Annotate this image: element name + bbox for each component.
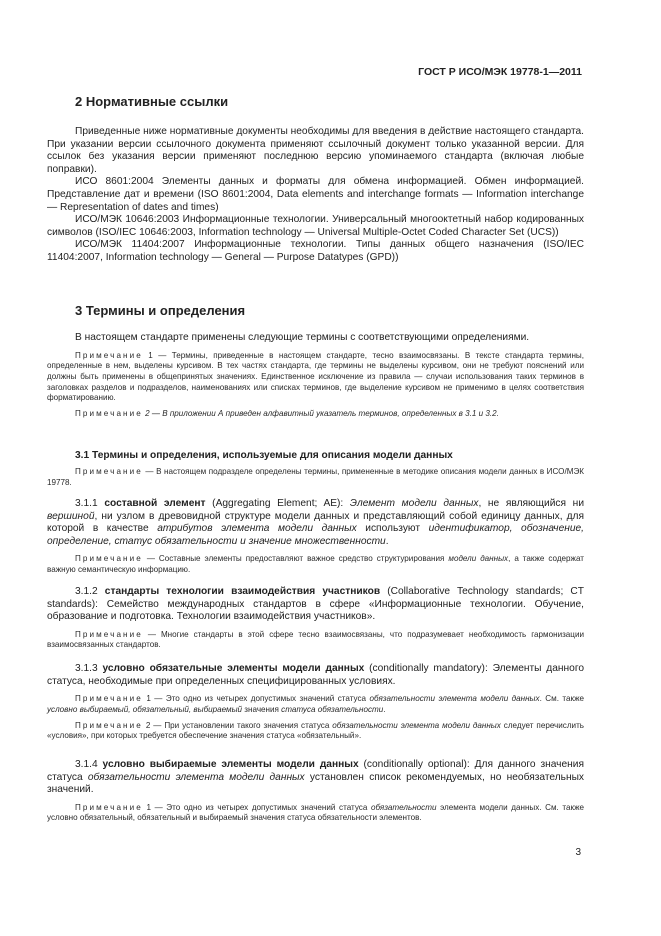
note: Примечание 2 — В приложении А приведен алфавитный указатель терминов, определенных в 3.1 и 3.2. [75, 409, 499, 419]
term-definition: 3.1.3 условно обязательные элементы модели данных (conditionally mandatory): Элементы данного статуса, необходимые при определенных специфицированных условиях. [47, 663, 584, 687]
term-definition: 3.1.2 стандарты технологии взаимодействия участников (Collaborative Technology standards; CT standards): Семейство международных стандартов в сфере «Информационные технологии. Обучение, образование и подготовка. Технологии взаимодействия участников». [47, 586, 584, 623]
note: Примечание 1 — Это одно из четырех допустимых значений статуса обязательности элемента модели данных. См. также условно обязательный, обязательный и выбираемый значения статуса обязательности элементов. [47, 802, 585, 823]
term-3-1-1 [47, 498, 584, 576]
section-2-body [47, 126, 584, 265]
term-3-1-3 [47, 663, 584, 742]
section-3-body [47, 332, 584, 420]
note: Примечание — Многие стандарты в этой сфере тесно взаимосвязаны, что подразумевает необходимость гармонизации взаимосвязанных стандартов. [47, 629, 584, 650]
reference-iso-8601: ИСО 8601:2004 Элементы данных и форматы для обмена информацией. Обмен информацией. Представление дат и времени (ISO 8601:2004, Data elements and interchange formats — Information interchange — Representation of dates and times) [47, 176, 584, 213]
note: Примечание 1 — Это одно из четырех допустимых значений статуса обязательности элемента модели данных. См. также условно выбираемый, обязательный, выбираемый значения статуса обязательности. [47, 694, 584, 714]
term-3-1-4 [47, 759, 584, 824]
term-definition: 3.1.4 условно выбираемые элементы модели данных (conditionally optional): Для данного значения статуса обязательности элемента модели данных установлен список рекомендуемых, но необязательных значений. [47, 759, 585, 796]
term-definition: 3.1.1 составной элемент (Aggregating Element; AE): Элемент модели данных, не являющийся ни вершиной, ни узлом в древовидной структуре модели данных и представляющий собой единицу данных, для которой в качестве атрибутов элемента модели данных используют идентификатор, обозначение, определение, статус обязательности и значение множественности. [47, 498, 585, 547]
document-code: ГОСТ Р ИСО/МЭК 19778-1—2011 [418, 66, 582, 78]
subsection-3-1 [47, 450, 584, 488]
subsection-title: 3.1 Термины и определения, используемые для описания модели данных [75, 450, 453, 461]
section-3-title: 3 Термины и определения [75, 303, 246, 318]
note: Примечание — Составные элементы предоставляют важное средство структурирования модели данных, а также содержат важную семантическую информацию. [47, 554, 584, 575]
note: Примечание 2 — При установлении такого значения статуса обязательности элемента модели данных следует перечислить «условия», при которых требуется обеспечение значения статуса «обязательный». [47, 720, 585, 741]
page-number: 3 [575, 847, 581, 858]
note: Примечание — В настоящем подразделе определены термины, примененные в методике описания модели данных в ИСО/МЭК 19778. [47, 467, 584, 487]
section-2-title: 2 Нормативные ссылки [75, 94, 229, 109]
note: Примечание 1 — Термины, приведенные в настоящем стандарте, тесно взаимосвязаны. В тексте стандарта термины, определенные в нем, выделены курсивом. В тех частях стандарта, где термины не выделены курсивом, они не требуют пояснений или должны быть применены в общепринятых значениях. Единственное исключение из правила — случаи использования таких терминов в заголовках разделов и подразделов, наименованиях или списках терминов, где выделение курсивом не применимо в целях соответствия форматированию. [47, 350, 584, 403]
reference-iso-10646: ИСО/МЭК 10646:2003 Информационные технологии. Универсальный многооктетный набор кодированных символов (ISO/IEC 10646:2003, Information technology — Universal Multiple-Octet Coded Character Set (UCS)) [47, 214, 584, 238]
term-3-1-2 [47, 586, 584, 651]
reference-iso-11404: ИСО/МЭК 11404:2007 Информационные технологии. Типы данных общего назначения (ISO/IEC 11404:2007, Information technology — General — Purpose Datatypes (GPD)) [47, 239, 584, 263]
paragraph: Приведенные ниже нормативные документы необходимы для введения в действие настоящего стандарта. При указании версии ссылочного документа применяют ссылочный документ только указанной версии. Для ссылок без указания версии применяют последнюю версию упоминаемого стандарта (включая любые поправки). [47, 126, 584, 175]
paragraph: В настоящем стандарте применены следующие термины с соответствующими определениями. [75, 332, 530, 343]
